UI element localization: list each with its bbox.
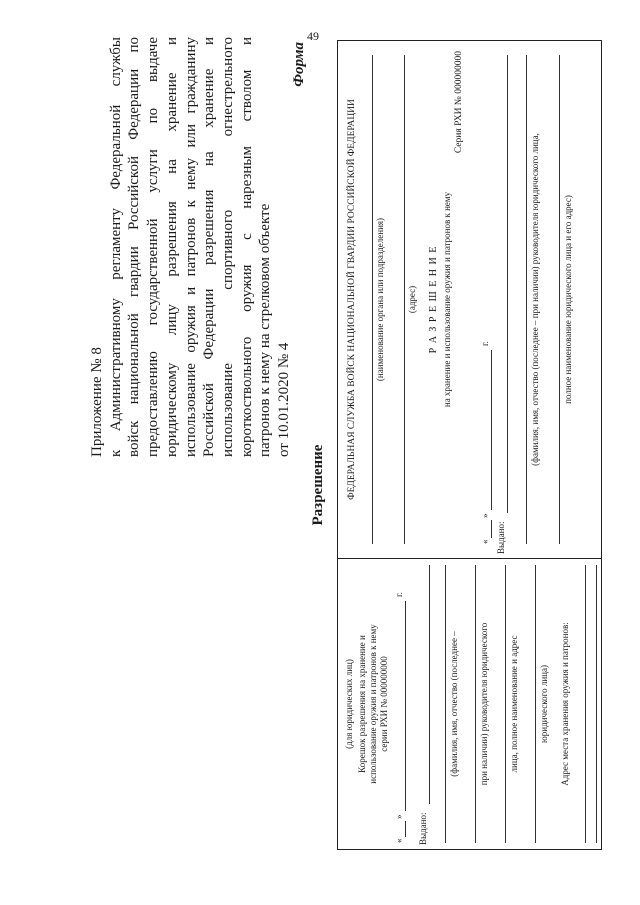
fullname-caption: полное наименование юридического лица и его адрес)	[563, 195, 573, 404]
page-title: Разрешение	[310, 444, 326, 526]
date-year-label: г.	[480, 341, 490, 346]
permit-date-row	[480, 314, 494, 544]
header-line: короткоствольного оружия с нарезным стволом и	[238, 37, 255, 457]
fio-label: при наличии) руководителя юридического	[479, 622, 489, 786]
fio-caption: (фамилия, имя, отчество (последнее – при наличии) руководителя юридического лица,	[530, 133, 540, 466]
header-line: Российской Федерации разрешения на хранение и	[201, 37, 218, 457]
vydano-label: Выдано:	[496, 521, 506, 554]
permit-form-table	[337, 40, 602, 850]
header-line: юридическому лицу разрешения на хранение и	[163, 37, 180, 457]
address-caption: (адрес)	[407, 285, 417, 314]
fio-label: юридического лица)	[539, 665, 549, 743]
forma-label: Форма	[291, 42, 307, 87]
stub-title-line: использование оружия и патронов к нему	[368, 624, 378, 784]
stub-title-line: Корешок разрешения на хранение и	[357, 635, 367, 773]
stub-title	[357, 559, 390, 849]
date-year-label: г.	[394, 592, 404, 597]
header-line: предоставлению государственной услуги по выдаче	[145, 37, 162, 457]
header-line: от 10.01.2020 № 4	[276, 342, 293, 457]
stub-section	[338, 558, 601, 849]
header-block	[88, 37, 307, 457]
vydano-label: Выдано:	[418, 812, 428, 845]
stub-title-line: серии РХИ № 000000000	[379, 656, 389, 752]
header-line: патронов к нему на стрелковом объекте	[257, 203, 274, 457]
agency-name: ФЕДЕРАЛЬНАЯ СЛУЖБА ВОЙСК НАЦИОНАЛЬНОЙ ГВАРДИИ РОССИЙСКОЙ ФЕДЕРАЦИИ	[347, 99, 357, 500]
organ-caption: (наименование органа или подразделения)	[375, 217, 385, 382]
header-line: использование оружия и патронов к нему или гражданину	[182, 37, 199, 457]
header-line: к Административному регламенту Федеральной службы	[107, 37, 124, 457]
storage-address-label: Адрес места хранения оружия и патронов:	[560, 622, 570, 786]
series-number: Серия РХИ № 000000000	[454, 51, 464, 154]
header-line: войск национальной гвардии Российской Федерации по	[126, 37, 143, 457]
header-line: Приложение № 8	[89, 347, 105, 457]
for-legal-label: (для юридических лиц)	[344, 659, 354, 749]
stub-date-row	[394, 563, 408, 843]
date-quote-close: »	[480, 513, 490, 518]
date-quote-open: «	[394, 838, 404, 843]
header-line: использование спортивного огнестрельного	[219, 37, 236, 457]
permit-heading: Р А З Р Е Ш Е Н И Е	[428, 245, 439, 354]
date-quote-close: »	[394, 814, 404, 819]
permit-subheading: на хранение и использование оружия и патронов к нему	[442, 191, 452, 408]
date-quote-open: «	[480, 539, 490, 544]
fio-label: лица, полное наименование и адрес	[509, 635, 519, 773]
fio-label: (фамилия, имя, отчество (последнее –	[449, 631, 459, 777]
permit-section	[338, 41, 601, 558]
page-number: 49	[307, 29, 319, 43]
